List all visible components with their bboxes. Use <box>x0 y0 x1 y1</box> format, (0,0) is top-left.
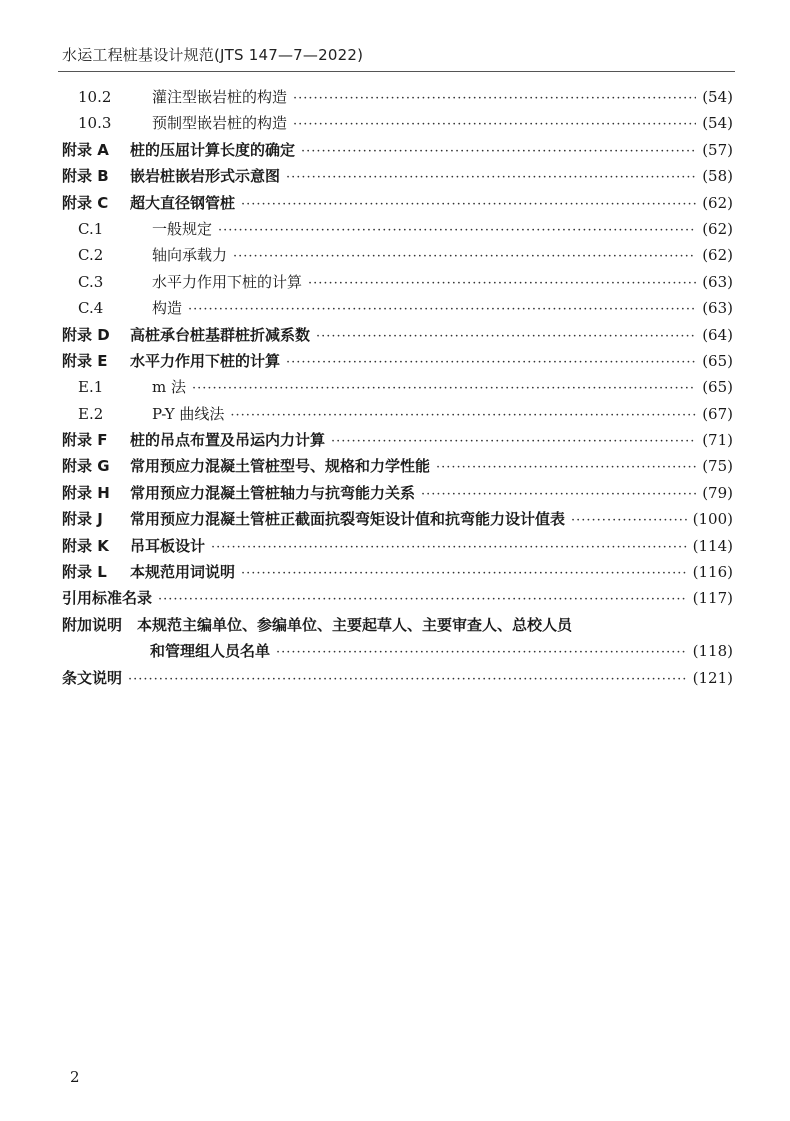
toc-title: 水平力作用下桩的计算 <box>152 272 303 291</box>
toc-title: 桩的压屈计算长度的确定 <box>130 140 296 159</box>
toc-number: 附录 B <box>62 167 109 186</box>
toc-number: 附录 E <box>62 351 108 370</box>
toc-entry-c-3[interactable] <box>62 271 733 297</box>
toc-title: 预制型嵌岩桩的构造 <box>152 114 288 133</box>
toc-title: 构造 <box>152 299 183 318</box>
toc-page: (114) <box>692 536 733 555</box>
toc-number: 10.3 <box>78 114 112 133</box>
toc-entry-appendix-f[interactable] <box>62 429 733 455</box>
dot-leader <box>241 197 696 212</box>
toc-number: 附录 J <box>62 510 103 529</box>
toc-number: 附录 K <box>62 536 109 555</box>
dot-leader <box>192 381 696 396</box>
dot-leader <box>233 249 696 264</box>
toc-number: E.1 <box>78 378 104 397</box>
toc-title: 水平力作用下桩的计算 <box>130 351 281 370</box>
toc-entry-referenced-standards[interactable] <box>62 587 733 613</box>
toc-entry-e-1[interactable] <box>62 376 733 402</box>
toc-title: 嵌岩桩嵌岩形式示意图 <box>130 167 281 186</box>
toc-number: C.3 <box>78 272 104 291</box>
toc-title: 常用预应力混凝土管桩轴力与抗弯能力关系 <box>130 483 416 502</box>
toc-number: 附录 F <box>62 431 108 450</box>
toc-number: 附录 G <box>62 457 110 476</box>
toc-title: P-Y 曲线法 <box>152 404 225 423</box>
toc-page: (58) <box>702 167 733 186</box>
dot-leader <box>211 540 687 555</box>
toc-entry-appendix-b[interactable] <box>62 165 733 191</box>
dot-leader <box>286 355 696 370</box>
toc-page: (62) <box>702 193 733 212</box>
toc-page: (54) <box>702 114 733 133</box>
toc-entry-appendix-g[interactable] <box>62 455 733 481</box>
toc-number: E.2 <box>78 404 104 423</box>
toc-title: 引用标准名录 <box>62 589 153 608</box>
dot-leader <box>436 460 696 475</box>
toc-entry-appendix-k[interactable] <box>62 535 733 561</box>
toc-page: (65) <box>702 351 733 370</box>
toc-number: 10.2 <box>78 88 112 106</box>
toc-number: 附录 L <box>62 563 107 582</box>
toc-page: (64) <box>702 325 733 344</box>
dot-leader <box>571 513 687 528</box>
page-number: 2 <box>70 1068 80 1086</box>
dot-leader <box>293 91 696 106</box>
toc-title: 常用预应力混凝土管桩型号、规格和力学性能 <box>130 457 431 476</box>
toc-number: 附录 H <box>62 483 110 502</box>
toc-entry-c-4[interactable] <box>62 297 733 323</box>
dot-leader <box>241 566 687 581</box>
toc-entry-c-1[interactable] <box>62 218 733 244</box>
toc-title: 轴向承载力 <box>152 246 228 265</box>
dot-leader <box>158 592 687 607</box>
toc-entry-additional-notes[interactable] <box>62 614 733 667</box>
toc-title-continued: 和管理组人员名单 <box>150 642 271 661</box>
dot-leader <box>316 329 696 344</box>
toc-entry-c-2[interactable] <box>62 244 733 270</box>
toc-entry-appendix-h[interactable] <box>62 482 733 508</box>
dot-leader <box>421 487 696 502</box>
toc-page: (117) <box>692 589 733 608</box>
toc-title: 一般规定 <box>152 219 213 238</box>
toc-page: (71) <box>702 431 733 450</box>
toc-number: 附录 A <box>62 140 109 159</box>
toc-title: 常用预应力混凝土管桩正截面抗裂弯矩设计值和抗弯能力设计值表 <box>130 510 566 529</box>
toc-number: 附录 D <box>62 325 110 344</box>
toc-page: (57) <box>702 140 733 159</box>
toc-entry-10-3[interactable] <box>62 112 733 138</box>
toc-title: 超大直径钢管桩 <box>130 193 236 212</box>
toc-entry-appendix-e[interactable] <box>62 350 733 376</box>
toc-page: (54) <box>702 88 733 106</box>
toc-entry-explanation[interactable] <box>62 667 733 693</box>
toc-page: (62) <box>702 246 733 265</box>
toc-page: (79) <box>702 483 733 502</box>
toc-page: (100) <box>692 510 733 529</box>
dot-leader <box>188 302 696 317</box>
toc-title: 桩的吊点布置及吊运内力计算 <box>130 431 326 450</box>
toc-entry-appendix-d[interactable] <box>62 324 733 350</box>
toc-entry-appendix-c[interactable] <box>62 192 733 218</box>
toc-entry-10-2[interactable] <box>62 86 733 112</box>
running-header: 水运工程桩基设计规范(JTS 147—7—2022) <box>62 46 364 64</box>
toc-entry-appendix-l[interactable] <box>62 561 733 587</box>
dot-leader <box>301 144 696 159</box>
toc-page: (121) <box>692 668 733 687</box>
toc-number: C.2 <box>78 246 104 265</box>
dot-leader <box>276 645 687 660</box>
toc-page: (118) <box>692 642 733 661</box>
toc-entry-e-2[interactable] <box>62 403 733 429</box>
dot-leader <box>128 672 687 687</box>
table-of-contents <box>62 86 733 693</box>
toc-page: (75) <box>702 457 733 476</box>
toc-entry-appendix-a[interactable] <box>62 139 733 165</box>
toc-title: 条文说明 <box>62 668 123 687</box>
dot-leader <box>230 408 696 423</box>
toc-title: m 法 <box>152 378 186 397</box>
toc-number: C.1 <box>78 219 104 238</box>
toc-page: (116) <box>692 563 733 582</box>
dot-leader <box>308 276 696 291</box>
toc-title: 高桩承台桩基群桩折减系数 <box>130 325 311 344</box>
toc-number: C.4 <box>78 299 104 318</box>
dot-leader <box>286 170 696 185</box>
toc-entry-appendix-j[interactable] <box>62 508 733 534</box>
dot-leader <box>218 223 696 238</box>
toc-title: 本规范用词说明 <box>130 563 236 582</box>
toc-page: (62) <box>702 219 733 238</box>
toc-title: 吊耳板设计 <box>130 536 206 555</box>
dot-leader <box>331 434 696 449</box>
toc-title: 附加说明 本规范主编单位、参编单位、主要起草人、主要审查人、总校人员 <box>62 615 573 634</box>
toc-page: (63) <box>702 299 733 318</box>
toc-page: (65) <box>702 378 733 397</box>
toc-title: 灌注型嵌岩桩的构造 <box>152 88 288 106</box>
toc-page: (67) <box>702 404 733 423</box>
header-rule <box>58 71 735 72</box>
dot-leader <box>293 117 696 132</box>
toc-number: 附录 C <box>62 193 109 212</box>
toc-page: (63) <box>702 272 733 291</box>
